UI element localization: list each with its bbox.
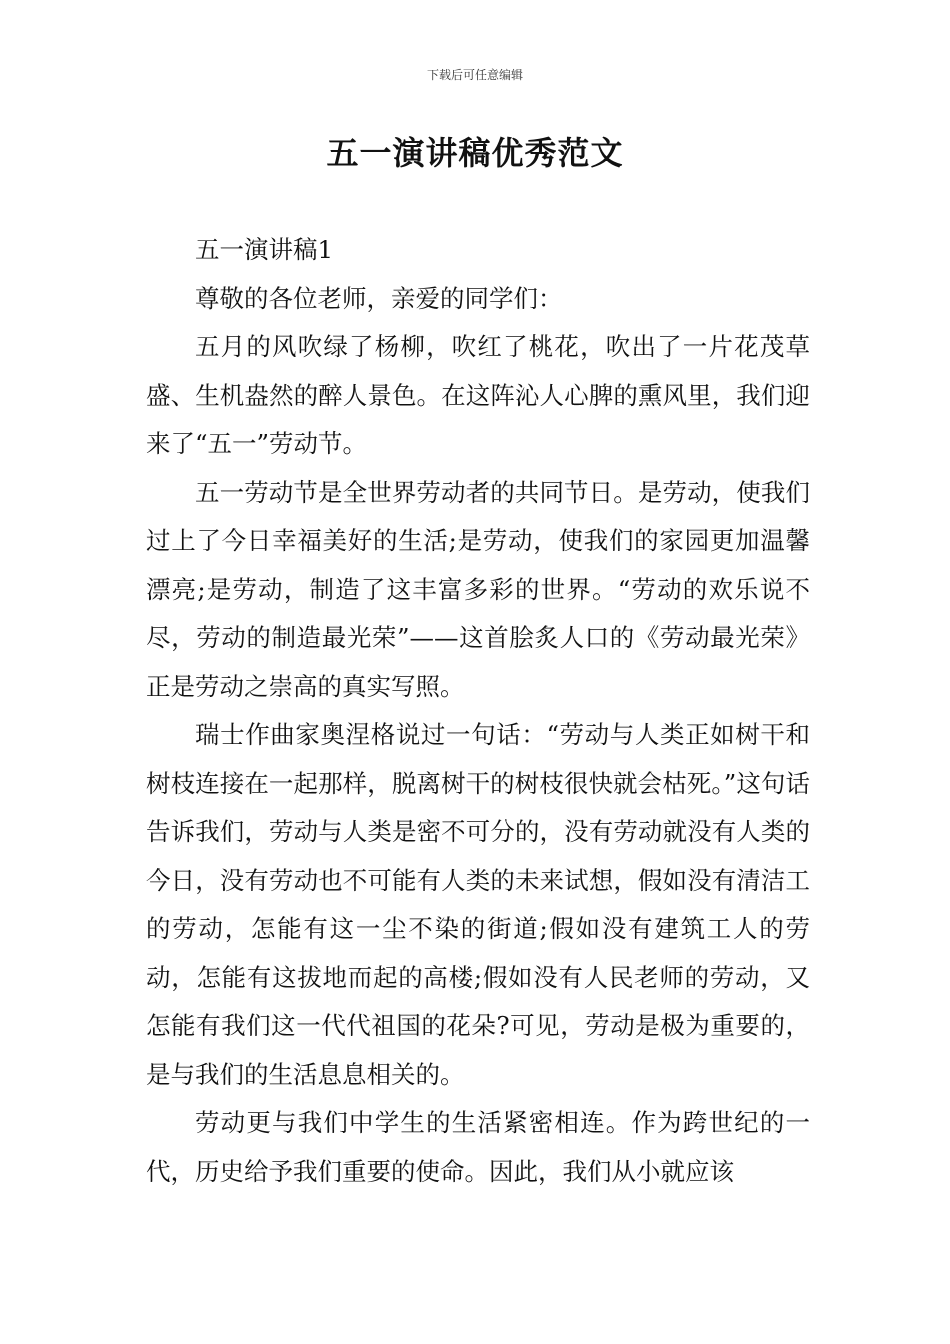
salutation: 尊敬的各位老师，亲爱的同学们： [195, 283, 563, 313]
paragraph: 瑞士作曲家奥涅格说过一句话：“劳动与人类正如树干和树枝连接在一起那样，脱离树干的树枝很快就会枯死。”这句话告诉我们，劳动与人类是密不可分的，没有劳动就没有人类的今日，没有劳动也不可能有人类的未来试想，假如没有清洁工的劳动，怎能有这一尘不染的街道;假如没有建筑工人的劳动，怎能有这拔地而起的高楼;假如没有人民老师的劳动，又怎能有我们这一代代祖国的花朵?可见，劳动是极为重要的，是与我们的生活息息相关的。 [146, 720, 810, 1089]
document-title: 五一演讲稿优秀范文 [326, 134, 624, 172]
header-note: 下载后可任意编辑 [426, 68, 523, 82]
document-body [146, 226, 810, 1196]
paragraph: 劳动更与我们中学生的生活紧密相连。作为跨世纪的一代，历史给予我们重要的使命。因此，我们从小就应该 [146, 1108, 810, 1186]
section-heading: 五一演讲稿1 [195, 235, 334, 264]
paragraph: 五一劳动节是全世界劳动者的共同节日。是劳动，使我们过上了今日幸福美好的生活;是劳动，使我们的家园更加温馨漂亮;是劳动，制造了这丰富多彩的世界。“劳动的欢乐说不尽，劳动的制造最光荣”——这首脍炙人口的《劳动最光荣》正是劳动之崇高的真实写照。 [146, 477, 810, 701]
paragraph: 五月的风吹绿了杨柳，吹红了桃花，吹出了一片花茂草盛、生机盎然的醉人景色。在这阵沁人心脾的熏风里，我们迎来了“五一”劳动节。 [146, 332, 810, 458]
